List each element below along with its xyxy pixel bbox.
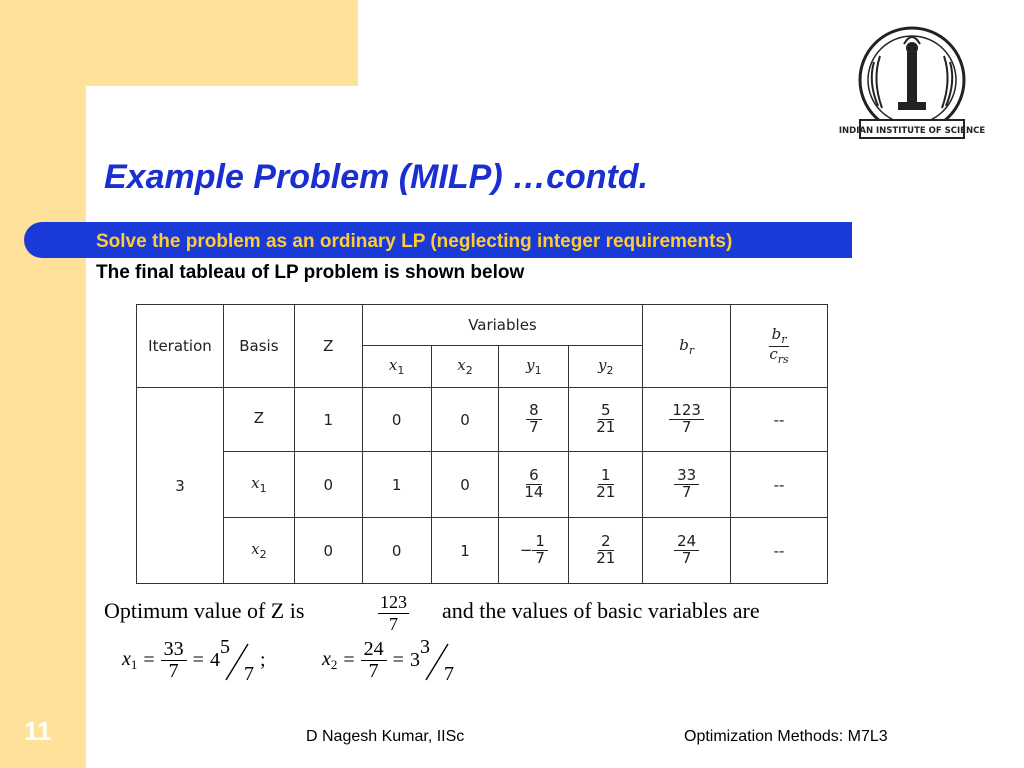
final-tableau xyxy=(136,304,828,584)
header-y2: $y_2$ xyxy=(569,346,643,388)
top-accent-block xyxy=(86,0,358,86)
y2-cell: $\frac{2}{21}$ xyxy=(569,518,643,584)
header-basis: Basis xyxy=(223,305,294,388)
br-cell: $\frac{123}{7}$ xyxy=(643,388,731,452)
optimum-value: $\frac{123}{7}$ xyxy=(380,592,407,634)
slide-title: Example Problem (MILP) …contd. xyxy=(104,158,649,196)
basis-cell: $x_2$ xyxy=(223,518,294,584)
ratio-cell: -- xyxy=(731,452,828,518)
left-accent-strip xyxy=(0,0,86,768)
x2-equation: $x_2$ = $\frac{24}{7}$ = 3 3 7 xyxy=(322,636,454,685)
header-variables: Variables xyxy=(362,305,643,346)
table-row xyxy=(137,452,828,518)
iisc-logo-icon xyxy=(838,22,986,147)
tableau-caption: The final tableau of LP problem is shown below xyxy=(96,262,525,283)
header-x2: $x_2$ xyxy=(431,346,499,388)
header-y1: $y_1$ xyxy=(499,346,569,388)
accent-corner xyxy=(86,86,146,146)
footer-course: Optimization Methods: M7L3 xyxy=(684,728,888,745)
y1-cell: $\frac{8}{7}$ xyxy=(499,388,569,452)
header-ratio: $\frac{b_r}{c_{rs}}$ xyxy=(731,305,828,388)
x1-cell: 1 xyxy=(362,452,431,518)
ratio-cell: -- xyxy=(731,518,828,584)
iteration-value: 3 xyxy=(137,388,224,584)
y1-cell: $\frac{6}{14}$ xyxy=(499,452,569,518)
x2-cell: 1 xyxy=(431,518,499,584)
y2-cell: $\frac{1}{21}$ xyxy=(569,452,643,518)
basis-cell: Z xyxy=(223,388,294,452)
slide-subtitle: Solve the problem as an ordinary LP (neglecting integer requirements) xyxy=(96,231,733,252)
x2-cell: 0 xyxy=(431,452,499,518)
basic-variables-text: and the values of basic variables are xyxy=(442,598,760,623)
ratio-cell: -- xyxy=(731,388,828,452)
header-x1: $x_1$ xyxy=(362,346,431,388)
x1-equation: $x_1$ = $\frac{33}{7}$ = 4 5 7 ; xyxy=(122,636,266,685)
br-cell: $\frac{24}{7}$ xyxy=(643,518,731,584)
page-number: 11 xyxy=(24,716,52,746)
z-cell: 1 xyxy=(294,388,362,452)
y1-cell: − $\frac{1}{7}$ xyxy=(499,518,569,584)
basis-cell: $x_1$ xyxy=(223,452,294,518)
header-row xyxy=(137,305,828,346)
br-cell: $\frac{33}{7}$ xyxy=(643,452,731,518)
x1-cell: 0 xyxy=(362,518,431,584)
optimum-text: Optimum value of Z is xyxy=(104,598,305,623)
footer-author: D Nagesh Kumar, IISc xyxy=(306,728,465,745)
x1-cell: 0 xyxy=(362,388,431,452)
header-br: $b_r$ xyxy=(643,305,731,388)
z-cell: 0 xyxy=(294,452,362,518)
x2-cell: 0 xyxy=(431,388,499,452)
table-row xyxy=(137,518,828,584)
y2-cell: $\frac{5}{21}$ xyxy=(569,388,643,452)
z-cell: 0 xyxy=(294,518,362,584)
header-iteration: Iteration xyxy=(137,305,224,388)
svg-text:INDIAN INSTITUTE OF SCIENCE: INDIAN INSTITUTE OF SCIENCE xyxy=(838,126,986,136)
header-z: Z xyxy=(294,305,362,388)
table-row xyxy=(137,388,828,452)
